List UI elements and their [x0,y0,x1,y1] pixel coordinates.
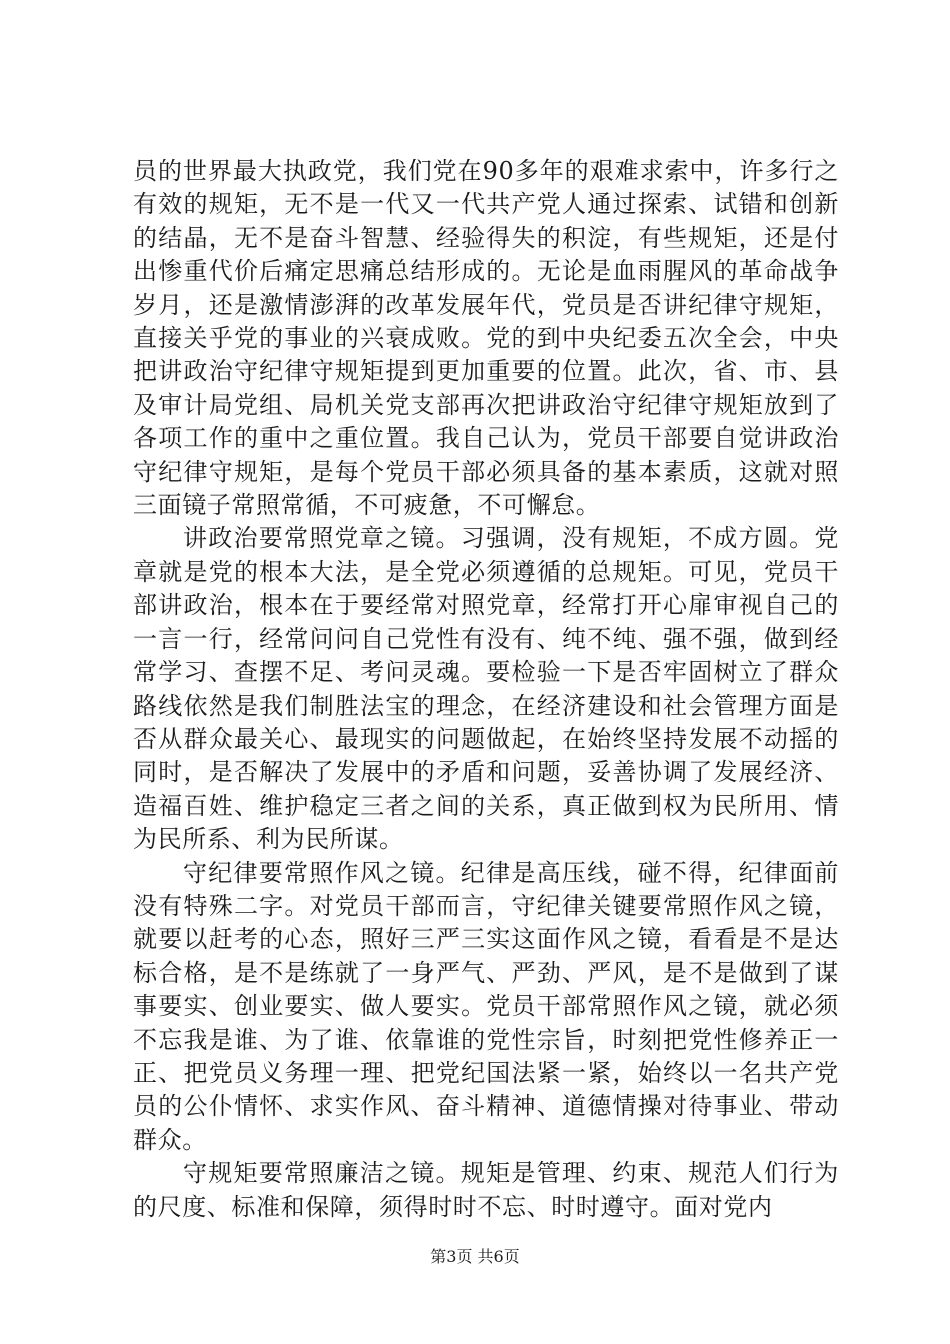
paragraph-integrity: 守规矩要常照廉洁之镜。规矩是管理、约束、规范人们行为的尺度、标准和保障，须得时时不忘、时时遵守。面对党内 [133,1159,839,1221]
page-number-footer: 第3页 共6页 [430,1247,520,1266]
paragraph-work-style: 守纪律要常照作风之镜。纪律是高压线，碰不得，纪律面前没有特殊二字。对党员干部而言，守纪律关键要常照作风之镜，就要以赶考的心态，照好三严三实这面作风之镜，看看是不是达标合格，是不是练就了一身严气、严劲、严风，是不是做到了谋事要实、创业要实、做人要实。党员干部常照作风之镜，就必须不忘我是谁、为了谁、依靠谁的党性宗旨，时刻把党性修养正一正、把党员义务理一理、把党纪国法紧一紧，始终以一名共产党员的公仆情怀、求实作风、奋斗精神、道德情操对待事业、带动群众。 [133,858,839,1154]
paragraph-party-constitution: 讲政治要常照党章之镜。习强调，没有规矩，不成方圆。党章就是党的根本大法，是全党必须遵循的总规矩。可见，党员干部讲政治，根本在于要经常对照党章，经常打开心扉审视自己的一言一行，经常问问自己党性有没有、纯不纯、强不强，做到经常学习、查摆不足、考问灵魂。要检验一下是否牢固树立了群众路线依然是我们制胜法宝的理念，在经济建设和社会管理方面是否从群众最关心、最现实的问题做起，在始终坚持发展不动摇的同时，是否解决了发展中的矛盾和问题，妥善协调了发展经济、造福百姓、维护稳定三者之间的关系，真正做到权为民所用、情为民所系、利为民所谋。 [133,524,839,854]
document-body [133,155,839,1224]
paragraph-continued: 员的世界最大执政党，我们党在90多年的艰难求索中，许多行之有效的规矩，无不是一代又一代共产党人通过探索、试错和创新的结晶，无不是奋斗智慧、经验得失的积淀，有些规矩，还是付出惨重代价后痛定思痛总结形成的。无论是血雨腥风的革命战争岁月，还是激情澎湃的改革发展年代，党员是否讲纪律守规矩，直接关乎党的事业的兴衰成败。党的到中央纪委五次全会，中央把讲政治守纪律守规矩提到更加重要的位置。此次，省、市、县及审计局党组、局机关党支部再次把讲政治守纪律守规矩放到了各项工作的重中之重位置。我自己认为，党员干部要自觉讲政治守纪律守规矩，是每个党员干部必须具备的基本素质，这就对照三面镜子常照常循，不可疲惫，不可懈怠。 [133,157,839,520]
